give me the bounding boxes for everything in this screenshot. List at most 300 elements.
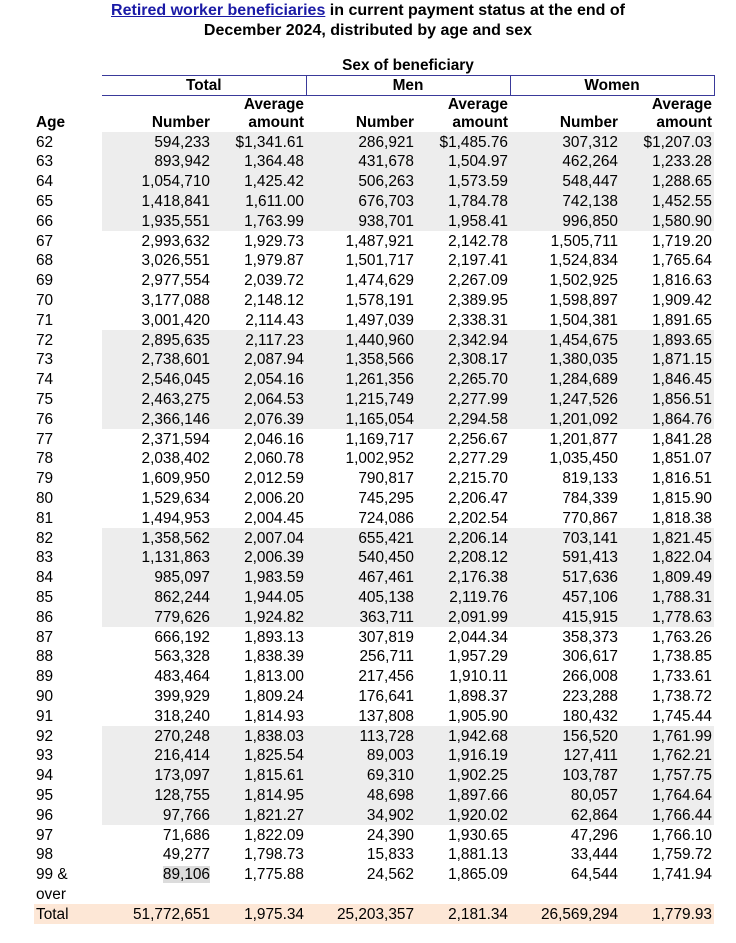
women-number-cell: 1,380,035 [510,350,620,370]
women-average-cell: 1,816.51 [652,470,712,488]
table-row [34,528,714,548]
men-number-cell: 69,310 [306,766,416,786]
age-cell: 65 [36,193,54,211]
total-average-cell: 2,006.20 [244,490,304,508]
total-average-cell: 2,006.39 [212,548,306,568]
men-number-cell: 506,263 [306,172,416,192]
age-cell: 94 [36,767,54,785]
table-row [34,607,714,627]
women-average-cell: 1,779.93 [620,904,714,924]
women-number-cell: 1,454,675 [510,330,620,350]
women-number-cell: 1,247,526 [510,390,620,410]
age-cell: 71 [36,311,54,329]
total-number-cell: 594,233 [102,132,212,152]
table-row [34,390,714,410]
women-number-cell: 180,432 [562,707,618,725]
total-average-cell: 1,944.05 [212,588,306,608]
women-number-cell: 770,867 [562,509,618,527]
women-average-cell: 1,759.72 [652,846,712,864]
women-average-cell: 1,818.38 [652,509,712,527]
table-row [34,310,714,330]
women-number-cell: 1,504,381 [549,311,618,329]
table-title [0,0,736,41]
men-average-cell: 2,197.41 [448,252,508,270]
men-number-cell: 1,215,749 [306,390,416,410]
table-row [34,409,714,429]
total-average-cell: 2,148.12 [244,292,304,310]
total-number-header: Number [151,114,210,132]
women-average-cell: 1,891.65 [652,311,712,329]
men-average-cell: 2,142.78 [448,232,508,250]
women-average-cell: 1,871.15 [620,350,714,370]
total-row [34,904,714,924]
men-average-cell: 1,573.59 [416,172,510,192]
women-average-cell: 1,719.20 [652,232,712,250]
men-average-cell: 2,206.47 [448,490,508,508]
women-number-cell: 156,520 [510,726,620,746]
total-average-cell: 1,893.13 [244,628,304,646]
women-average-cell: 1,788.31 [620,588,714,608]
women-number-cell: 996,850 [510,211,620,231]
table-row [34,726,714,746]
men-number-cell: 655,421 [306,528,416,548]
men-number-cell: 89,003 [306,746,416,766]
total-average-cell: $1,341.61 [212,132,306,152]
total-group-header: Total [102,76,306,96]
men-average-cell: 2,176.38 [416,568,510,588]
age-cell: 91 [36,707,54,725]
total-number-cell: 173,097 [102,766,212,786]
title-line2: December 2024, distributed by age and sex [203,22,533,39]
age-cell: 66 [36,212,54,230]
women-average-cell: 1,766.44 [620,805,714,825]
total-average-cell: 1,975.34 [212,904,306,924]
total-average-cell: 1,763.99 [212,211,306,231]
total-number-cell: 893,942 [102,152,212,172]
men-average-cell: $1,485.76 [416,132,510,152]
women-average-cell: 1,233.28 [620,152,714,172]
total-average-cell: 1,425.42 [212,172,306,192]
total-average-cell: 1,979.87 [244,252,304,270]
total-number-cell: 2,546,045 [102,370,212,390]
women-number-cell: 103,787 [510,766,620,786]
women-average-cell: 1,288.65 [620,172,714,192]
women-average-cell: 1,815.90 [652,490,712,508]
total-number-cell: 1,609,950 [141,470,210,488]
women-average-cell: 1,821.45 [620,528,714,548]
women-number-cell: 64,544 [570,866,618,884]
men-average-cell: 1,504.97 [416,152,510,172]
table-row [34,231,714,251]
women-average-header: Average amount [651,96,712,132]
table-row [34,370,714,390]
men-number-cell: 540,450 [306,548,416,568]
women-number-cell: 703,141 [510,528,620,548]
women-number-cell: 415,915 [510,607,620,627]
women-number-header: Number [559,114,618,132]
total-number-cell: 1,494,953 [141,509,210,527]
women-number-cell: 784,339 [562,490,618,508]
total-number-cell: 1,935,551 [102,211,212,231]
total-number-cell: 2,993,632 [141,232,210,250]
table-row [34,865,714,885]
women-number-cell: 358,373 [562,628,618,646]
women-number-cell: 306,617 [562,648,618,666]
table-row [34,350,714,370]
men-number-cell: 1,261,356 [306,370,416,390]
table-row [34,706,714,726]
age-cell: 92 [36,727,54,745]
table-row [34,766,714,786]
age-cell: 75 [36,391,54,409]
total-number-cell: 1,131,863 [102,548,212,568]
men-number-cell: 1,358,566 [306,350,416,370]
women-number-cell: 1,201,092 [510,409,620,429]
total-average-cell: 1,364.48 [212,152,306,172]
table-row [34,568,714,588]
total-average-cell: 1,775.88 [244,866,304,884]
total-number-cell: 2,895,635 [102,330,212,350]
women-average-cell: 1,762.21 [620,746,714,766]
table-row [34,152,714,172]
age-cell: 73 [36,351,54,369]
age-cell: over [36,885,66,903]
men-average-cell: 2,044.34 [448,628,508,646]
men-number-cell: 363,711 [306,607,416,627]
total-average-header: Average amount [243,96,304,132]
age-cell: 83 [36,549,54,567]
women-number-cell: 80,057 [510,786,620,806]
total-number-cell: 3,001,420 [141,311,210,329]
total-average-cell: 2,064.53 [212,390,306,410]
total-average-cell: 2,012.59 [244,470,304,488]
women-average-cell: 1,761.99 [620,726,714,746]
men-average-cell: 1,898.37 [448,688,508,705]
total-number-cell: 2,371,594 [141,430,210,448]
total-average-cell: 1,813.00 [244,668,304,686]
total-number-cell: 3,026,551 [141,252,210,270]
total-average-cell: 1,611.00 [212,192,306,212]
total-average-cell: 2,046.16 [244,430,304,448]
women-number-cell: 462,264 [510,152,620,172]
total-number-cell: 563,328 [154,648,210,666]
table-row [34,489,714,509]
women-number-cell: 1,502,925 [549,272,618,290]
table-row [34,330,714,350]
total-number-cell: 1,529,634 [141,490,210,508]
women-average-cell: 1,822.04 [620,548,714,568]
total-number-cell: 2,977,554 [141,272,210,290]
men-average-cell: 2,294.58 [416,409,510,429]
women-average-cell: 1,841.28 [652,430,712,448]
total-average-cell: 2,087.94 [212,350,306,370]
age-cell: 98 [36,846,54,864]
men-number-cell: 405,138 [306,588,416,608]
total-number-cell: 51,772,651 [102,904,212,924]
age-cell: 95 [36,786,54,804]
men-average-cell: 2,267.09 [448,272,508,290]
men-number-cell: 48,698 [306,786,416,806]
men-average-cell: 2,256.67 [448,430,508,448]
total-average-cell: 2,004.45 [244,509,304,527]
women-average-cell: 1,856.51 [620,390,714,410]
age-cell: 93 [36,747,54,765]
men-number-cell: 34,902 [306,805,416,825]
men-number-cell: 217,456 [358,668,414,686]
total-average-cell: 1,924.82 [212,607,306,627]
men-number-cell: 724,086 [358,509,414,527]
age-cell: 69 [36,272,54,290]
women-number-cell: 26,569,294 [510,904,620,924]
age-cell: 87 [36,628,54,646]
women-average-cell: 1,738.72 [652,688,712,705]
table-row [34,588,714,608]
total-average-cell: 1,814.93 [244,707,304,725]
men-number-cell: 24,390 [366,826,414,844]
women-number-cell: 517,636 [510,568,620,588]
sex-of-beneficiary-header: Sex of beneficiary [342,57,474,75]
women-average-cell: 1,893.65 [620,330,714,350]
men-group-header: Men [306,76,510,96]
men-number-header: Number [355,114,414,132]
total-average-cell: 1,821.27 [212,805,306,825]
men-number-cell: 137,808 [358,707,414,725]
total-average-cell: 1,838.39 [244,648,304,666]
table-row [34,469,714,489]
men-number-cell: 15,833 [366,846,414,864]
men-average-cell: 2,389.95 [448,292,508,310]
table-row [34,805,714,825]
men-average-cell: 1,930.65 [448,826,508,844]
age-cell: 77 [36,430,54,448]
men-average-cell: 2,338.31 [448,311,508,329]
men-average-cell: 2,119.76 [416,588,510,608]
men-number-cell: 286,921 [306,132,416,152]
age-cell: 82 [36,529,54,547]
women-average-cell: 1,846.45 [620,370,714,390]
total-average-cell: 2,054.16 [212,370,306,390]
men-number-cell: 24,562 [366,866,414,884]
women-number-cell: 819,133 [562,470,618,488]
women-number-cell: 127,411 [510,746,620,766]
table-row [34,211,714,231]
women-number-cell: 1,598,897 [549,292,618,310]
women-number-cell [510,885,620,905]
age-cell: 78 [36,450,54,468]
total-number-cell: 862,244 [102,588,212,608]
age-cell: 67 [36,232,54,250]
age-cell: 72 [36,331,54,349]
women-average-cell: 1,778.63 [620,607,714,627]
age-cell: 81 [36,509,54,527]
age-cell: 79 [36,470,54,488]
age-cell: 85 [36,589,54,607]
table-row [34,449,714,469]
age-cell: 80 [36,490,54,508]
total-average-cell: 2,039.72 [244,272,304,290]
women-number-cell: 223,288 [562,688,618,705]
age-cell: 97 [36,826,54,844]
total-average-cell: 2,076.39 [212,409,306,429]
total-number-cell: 985,097 [102,568,212,588]
men-average-cell: 1,897.66 [416,786,510,806]
table-row [34,647,714,667]
total-number-cell: 2,463,275 [102,390,212,410]
women-average-cell: 1,757.75 [620,766,714,786]
table-row [34,291,714,311]
total-average-cell: 2,007.04 [212,528,306,548]
men-average-cell: 2,215.70 [448,470,508,488]
men-average-cell: 1,784.78 [416,192,510,212]
total-average-cell: 1,929.73 [244,232,304,250]
women-number-cell: 1,505,711 [550,232,618,250]
men-number-cell: 1,474,629 [345,272,414,290]
women-number-cell: 47,296 [570,826,618,844]
table-row [34,192,714,212]
total-number-cell: 2,366,146 [102,409,212,429]
men-average-cell: 1,958.41 [416,211,510,231]
men-average-cell: 2,181.34 [416,904,510,924]
men-number-cell: 1,497,039 [345,311,414,329]
total-number-cell: 318,240 [154,707,210,725]
women-average-cell: 1,864.76 [620,409,714,429]
men-number-cell: 113,728 [306,726,416,746]
total-number-cell: 270,248 [102,726,212,746]
women-number-cell: 548,447 [510,172,620,192]
total-average-cell: 1,822.09 [244,826,304,844]
total-average-cell: 1,825.54 [212,746,306,766]
men-number-cell: 1,578,191 [345,292,414,310]
total-number-cell: 216,414 [102,746,212,766]
age-cell: 70 [36,292,54,310]
men-average-cell: 1,910.11 [449,668,508,686]
women-number-cell: 33,444 [570,846,618,864]
total-number-cell: 779,626 [102,607,212,627]
men-average-cell: 1,942.68 [416,726,510,746]
table-row [34,885,714,905]
men-number-cell: 176,641 [358,688,414,705]
total-average-cell: 1,809.24 [244,688,304,705]
men-average-cell: 2,308.17 [416,350,510,370]
men-number-cell: 256,711 [359,648,414,666]
women-group-header: Women [510,76,714,96]
total-number-cell: 1,358,562 [102,528,212,548]
women-average-cell: 1,763.26 [652,628,712,646]
total-number-cell: 2,738,601 [102,350,212,370]
women-average-cell: 1,580.90 [620,211,714,231]
women-average-cell [620,885,714,905]
women-number-cell: 266,008 [562,668,618,686]
total-number-cell: 1,054,710 [102,172,212,192]
men-number-cell: 745,295 [358,490,414,508]
men-average-cell: 1,905.90 [448,707,508,725]
men-average-cell: 2,206.14 [416,528,510,548]
total-average-cell: 2,114.43 [245,311,304,329]
men-number-cell: 307,819 [358,628,414,646]
men-number-cell: 1,440,960 [306,330,416,350]
men-number-cell: 467,461 [306,568,416,588]
women-average-cell: 1,816.63 [652,272,712,290]
table-row [34,786,714,806]
age-cell: 86 [36,608,54,626]
total-average-cell: 1,838.03 [212,726,306,746]
total-average-cell: 1,983.59 [212,568,306,588]
age-cell: 68 [36,252,54,270]
women-average-cell: 1,738.85 [652,648,712,666]
men-average-cell: 2,091.99 [416,607,510,627]
table-row [34,667,714,687]
women-number-cell: 1,284,689 [510,370,620,390]
total-number-cell: 49,277 [162,846,210,864]
total-average-cell: 1,798.73 [244,846,304,864]
total-average-cell: 1,815.61 [212,766,306,786]
men-number-cell: 1,169,717 [345,430,414,448]
men-average-cell: 1,957.29 [448,648,508,666]
men-number-cell: 1,487,921 [345,232,414,250]
women-number-cell: 62,864 [510,805,620,825]
men-average-cell: 1,865.09 [448,866,508,884]
total-number-cell: 666,192 [154,628,210,646]
age-column-header: Age [36,114,66,132]
age-cell: Total [34,904,102,924]
men-average-cell [416,885,510,905]
men-number-cell [306,885,416,905]
table-body [34,132,714,924]
women-number-cell: 591,413 [510,548,620,568]
men-average-cell: 1,881.13 [448,846,508,864]
women-average-cell: 1,741.94 [652,866,712,884]
men-number-cell: 938,701 [306,211,416,231]
total-average-cell: 1,814.95 [212,786,306,806]
women-number-cell: 1,035,450 [549,450,618,468]
table-row [34,429,714,449]
total-number-cell: 1,418,841 [102,192,212,212]
women-number-cell: 457,106 [510,588,620,608]
age-cell: 63 [36,153,54,171]
women-average-cell: 1,745.44 [652,707,712,725]
men-average-cell: 1,902.25 [416,766,510,786]
women-average-cell: 1,909.42 [652,292,712,310]
total-average-cell: 2,117.23 [212,330,306,350]
table-row [34,172,714,192]
table-row [34,825,714,845]
women-average-cell: $1,207.03 [620,132,714,152]
table-row [34,845,714,865]
total-average-cell [212,885,306,905]
men-average-cell: 2,202.54 [448,509,508,527]
total-number-cell: 71,686 [162,826,210,844]
age-cell: 84 [36,569,54,587]
total-number-cell: 399,929 [154,688,210,705]
age-cell: 89 [36,668,54,686]
women-average-cell: 1,766.10 [652,826,712,844]
title-line1-rest: in current payment status at the end of [325,2,625,19]
retired-worker-beneficiaries-link[interactable]: Retired worker beneficiaries [111,2,326,19]
table-row [34,548,714,568]
age-cell: 99 & [36,866,68,884]
men-number-cell: 676,703 [306,192,416,212]
women-average-cell: 1,764.64 [620,786,714,806]
women-average-cell: 1,733.61 [652,668,712,686]
table-row [34,251,714,271]
total-number-cell [102,885,212,905]
age-cell: 74 [36,371,54,389]
men-average-cell: 1,920.02 [416,805,510,825]
total-number-cell: 3,177,088 [141,292,210,310]
men-number-cell: 790,817 [358,470,414,488]
age-cell: 90 [36,688,54,705]
total-number-cell: 483,464 [154,668,210,686]
